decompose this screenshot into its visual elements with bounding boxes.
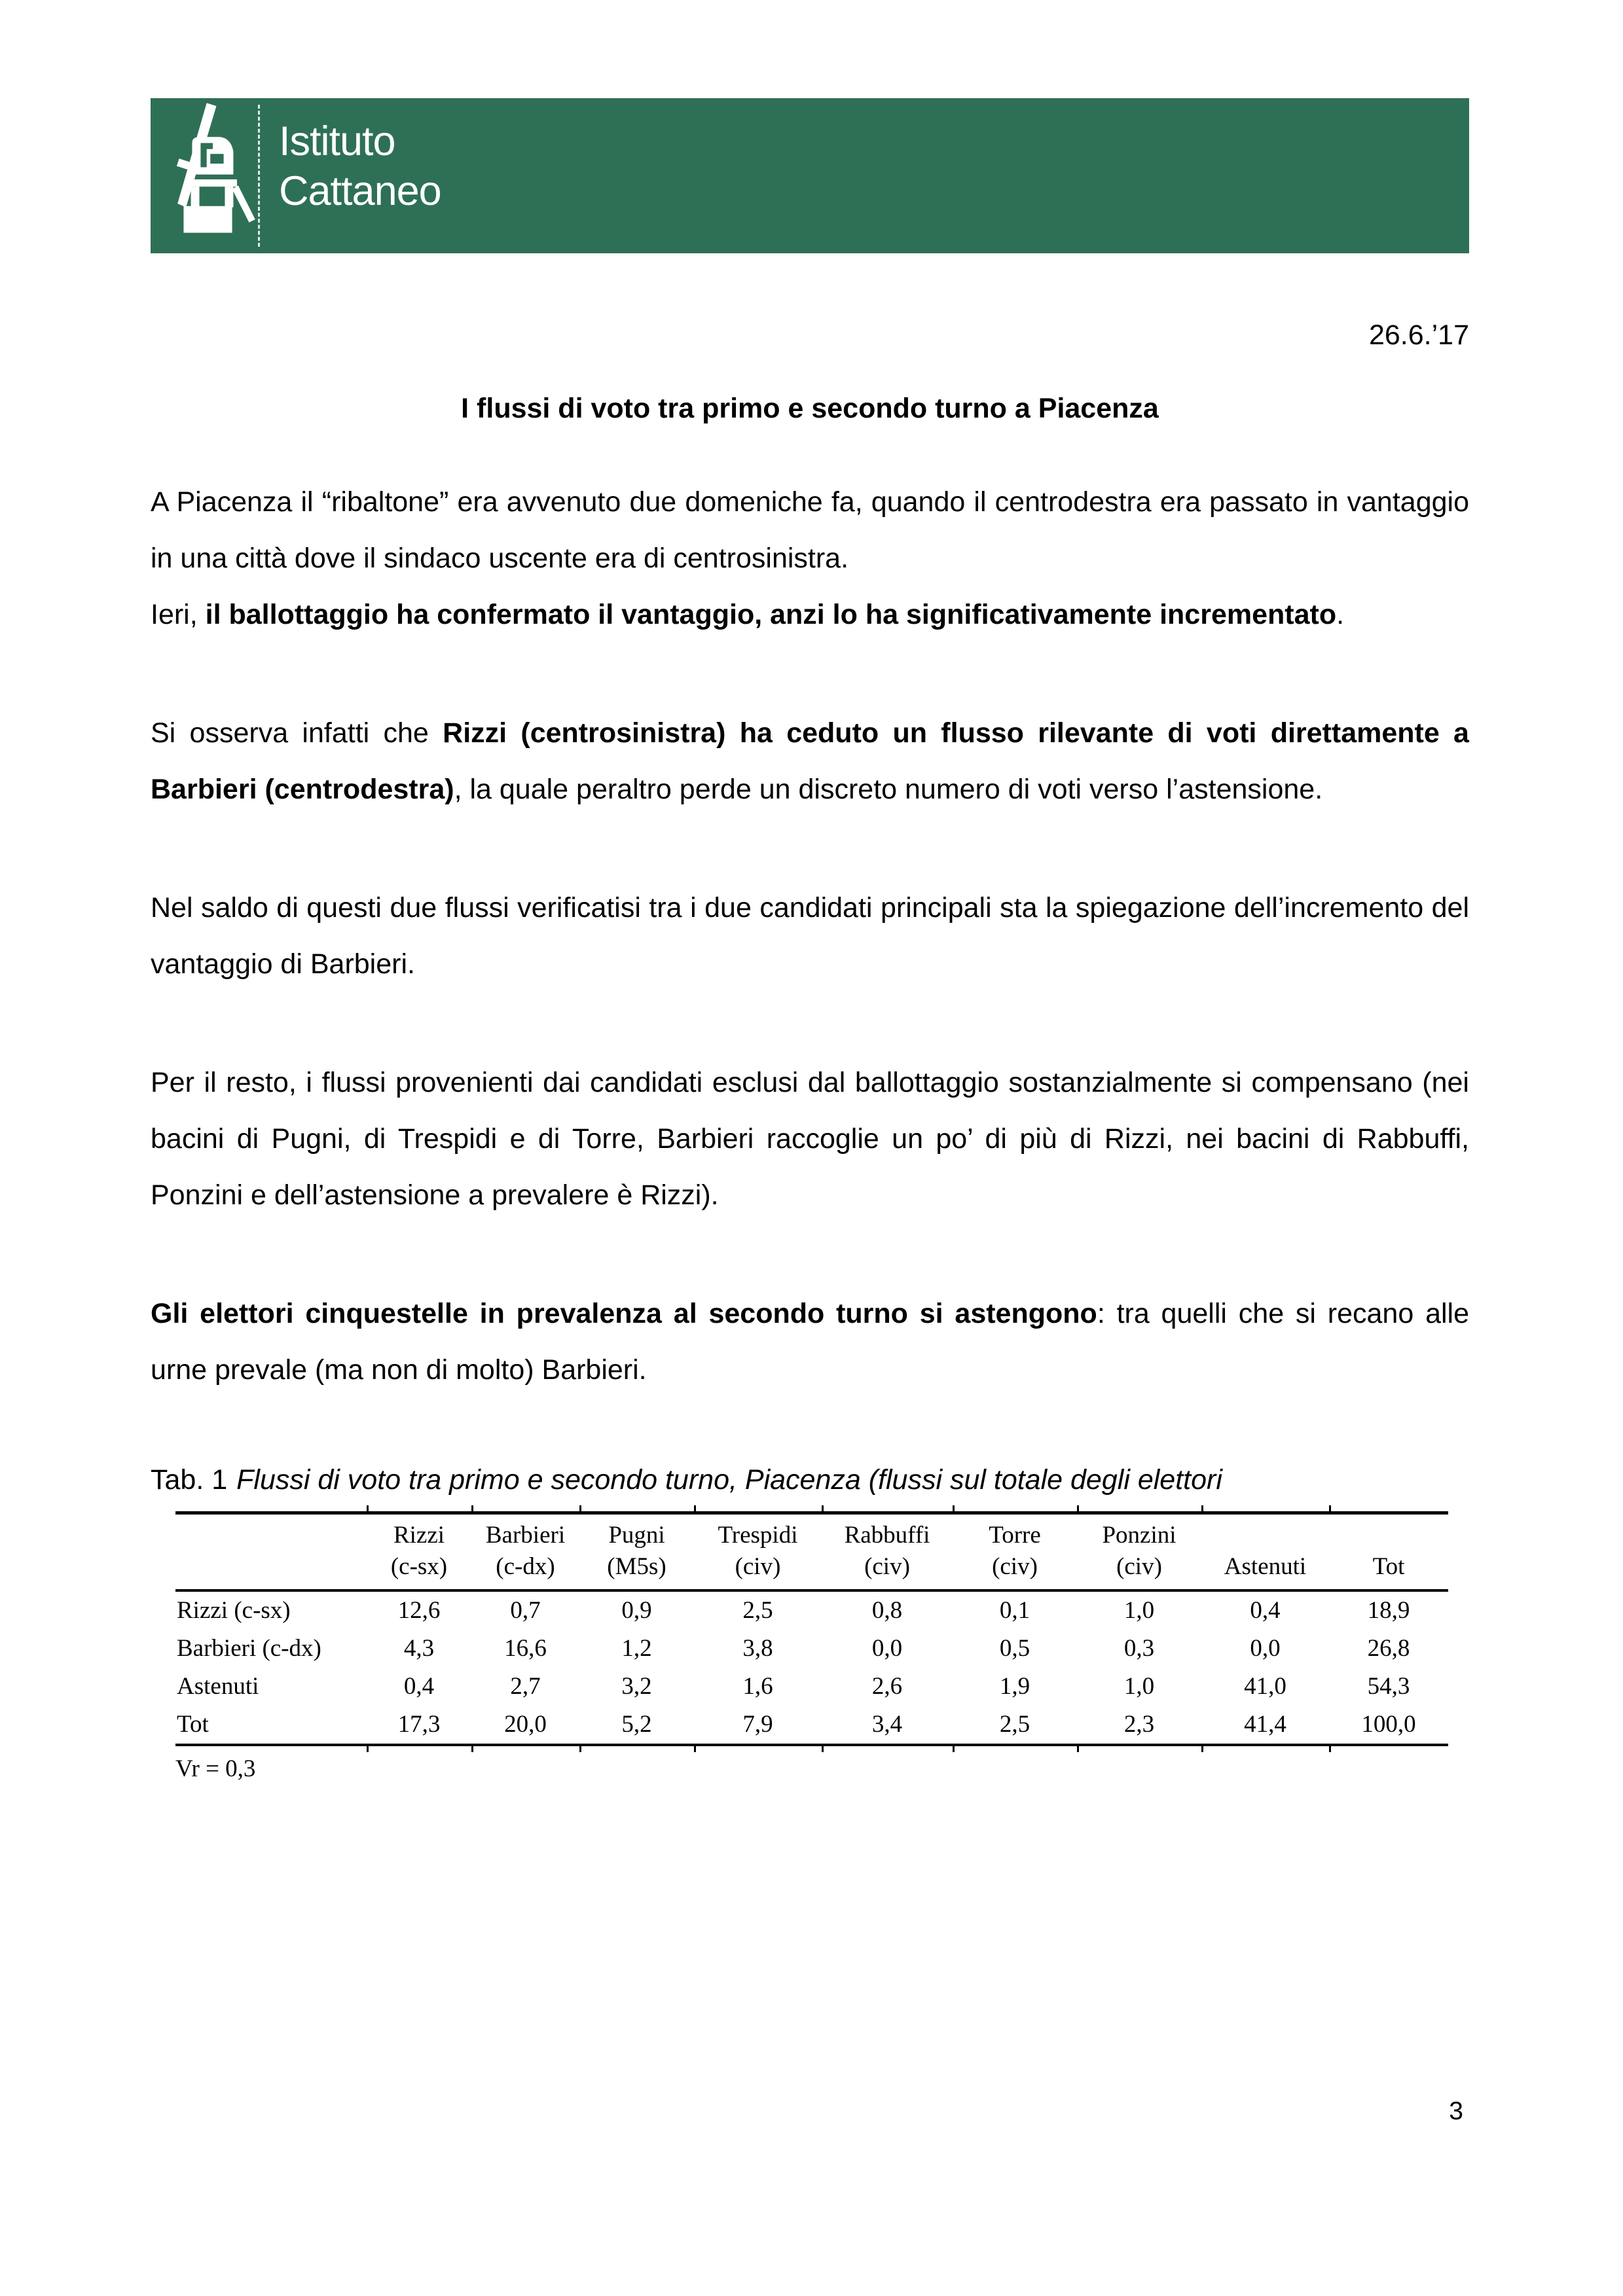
table-cell: 0,8 [871, 1597, 903, 1624]
table-row [175, 1590, 1448, 1630]
column-header: Torre (civ) [953, 1513, 1077, 1591]
column-tick [1077, 1745, 1079, 1752]
table-row [175, 1630, 1448, 1668]
table-cell: 3,2 [621, 1673, 652, 1700]
table-cell: 0,5 [999, 1635, 1030, 1662]
table-cell: 26,8 [1367, 1635, 1410, 1662]
paragraph-text: Nel saldo di questi due flussi verificatisi tra i due candidati principali sta la spiegazione dell’incremento del vantaggio di Barbieri. [151, 892, 1469, 980]
paragraph-text: . [1336, 599, 1345, 630]
paragraph-text: Si osserva infatti che [151, 717, 443, 749]
column-tick [471, 1505, 473, 1513]
table-cell: 0,7 [510, 1597, 541, 1624]
table-row [175, 1706, 1448, 1745]
table-cell: 2,3 [1077, 1706, 1201, 1745]
table-cell: 1,2 [621, 1635, 652, 1662]
paragraph-bold-text: Gli elettori cinquestelle in prevalenza al secondo turno si astengono [151, 1298, 1097, 1329]
table-cell: 41,0 [1244, 1673, 1286, 1700]
table-cell: 54,3 [1367, 1673, 1410, 1700]
table-cell: 4,3 [403, 1635, 435, 1662]
table-cell: 18,9 [1367, 1597, 1410, 1624]
institute-banner [151, 98, 1469, 253]
table-cell: 2,5 [953, 1706, 1077, 1745]
table-cell: 16,6 [504, 1635, 547, 1662]
page-title: I flussi di voto tra primo e secondo turno a Piacenza [461, 393, 1159, 424]
table-cell: 1,0 [1123, 1673, 1155, 1700]
column-tick [822, 1745, 824, 1752]
table-cell: 0,1 [999, 1597, 1030, 1624]
column-tick [953, 1505, 955, 1513]
column-tick [1201, 1745, 1203, 1752]
column-tick [953, 1745, 955, 1752]
column-tick [822, 1505, 824, 1513]
inkwell-quill-icon [155, 102, 270, 249]
table-cell: 0,9 [621, 1597, 652, 1624]
column-tick [1077, 1505, 1079, 1513]
paragraph-text: Per il resto, i flussi provenienti dai candidati esclusi dal ballottaggio sostanzialmente si compensano (nei bacini di Pugni, di Trespidi e di Torre, Barbieri raccoglie un po’ di più di Rizzi, nei bacini di Rabbuffi, Ponzini e dell’astensione a prevalere è Rizzi). [151, 1067, 1469, 1211]
column-tick [694, 1745, 696, 1752]
column-tick [694, 1505, 696, 1513]
table-cell: 0,0 [871, 1635, 903, 1662]
body-text [151, 474, 1469, 1398]
row-label: Tot [175, 1706, 367, 1745]
paragraph-text: A Piacenza il “ribaltone” era avvenuto due domeniche fa, quando il centrodestra era passato in vantaggio in una città dove il sindaco uscente era di centrosinistra. [151, 486, 1469, 574]
column-header: Tot [1329, 1513, 1448, 1591]
row-label: Rizzi (c-sx) [177, 1597, 291, 1624]
column-tick [367, 1505, 369, 1513]
column-header: Barbieri (c-dx) [471, 1513, 579, 1591]
paragraph [151, 1054, 1469, 1223]
table-header-row [175, 1513, 1448, 1591]
table-cell: 0,4 [1250, 1597, 1281, 1624]
column-tick [1329, 1745, 1331, 1752]
flows-table-wrap [175, 1511, 1448, 1746]
table-cell: 5,2 [579, 1706, 694, 1745]
table-cell: 17,3 [367, 1706, 471, 1745]
table-caption [151, 1460, 1469, 1499]
column-header: Rabbuffi (civ) [822, 1513, 953, 1591]
column-tick [1329, 1505, 1331, 1513]
institute-name [279, 117, 441, 216]
paragraph [151, 705, 1469, 817]
column-header: Rizzi (c-sx) [367, 1513, 471, 1591]
table-footnote: Vr = 0,3 [175, 1755, 256, 1782]
column-header: Trespidi (civ) [694, 1513, 822, 1591]
table-cell: 1,6 [742, 1673, 773, 1700]
column-header: Ponzini (civ) [1077, 1513, 1201, 1591]
table-cell: 1,9 [999, 1673, 1030, 1700]
column-header-empty [175, 1513, 367, 1591]
table-caption-text: Flussi di voto tra primo e secondo turno, Piacenza (flussi sul totale degli elettori [236, 1464, 1222, 1496]
column-tick [1201, 1505, 1203, 1513]
table-cell: 100,0 [1329, 1706, 1448, 1745]
page-number: 3 [1449, 2097, 1463, 2125]
paragraph [151, 474, 1469, 643]
paragraph-text: Ieri, [151, 599, 206, 630]
table-cell: 1,0 [1123, 1597, 1155, 1624]
column-header: Pugni (M5s) [579, 1513, 694, 1591]
table-row [175, 1668, 1448, 1706]
column-tick [579, 1505, 581, 1513]
paragraph-text: : tra quelli che si recano alle urne prevale (ma non di molto) Barbieri. [151, 1298, 1470, 1386]
row-label: Astenuti [177, 1673, 259, 1700]
paragraph-bold-text: il ballottaggio ha confermato il vantaggio, anzi lo ha significativamente incrementato [205, 599, 1337, 630]
table-cell: 2,7 [510, 1673, 541, 1700]
column-tick [471, 1745, 473, 1752]
table-cell: 3,4 [822, 1706, 953, 1745]
table-cell: 41,4 [1201, 1706, 1329, 1745]
column-tick [579, 1745, 581, 1752]
paragraph [151, 1285, 1469, 1398]
table-cell: 20,0 [471, 1706, 579, 1745]
table-cell: 3,8 [742, 1635, 773, 1662]
column-header: Astenuti [1201, 1513, 1329, 1591]
page-content [151, 0, 1469, 1785]
table-caption-label: Tab. 1 [151, 1464, 228, 1496]
table-cell: 2,5 [742, 1597, 773, 1624]
table-cell: 0,0 [1250, 1635, 1281, 1662]
column-tick [367, 1745, 369, 1752]
banner-divider [258, 105, 260, 247]
paragraph [151, 880, 1469, 992]
paragraph-text: , la quale peraltro perde un discreto numero di voti verso l’astensione. [454, 774, 1323, 805]
row-label: Barbieri (c-dx) [177, 1635, 321, 1662]
table-cell: 0,3 [1123, 1635, 1155, 1662]
table-cell: 2,6 [871, 1673, 903, 1700]
table-cell: 12,6 [397, 1597, 441, 1624]
flows-table [175, 1511, 1448, 1746]
institute-name-line1: Istituto [279, 118, 395, 164]
document-date: 26.6.’17 [1368, 319, 1469, 351]
institute-name-line2: Cattaneo [279, 168, 441, 214]
table-cell: 0,4 [403, 1673, 435, 1700]
table-cell: 7,9 [694, 1706, 822, 1745]
paragraph-bold-text: Rizzi (centrosinistra) ha ceduto un flusso rilevante di voti direttamente a Barbieri (centrodestra) [151, 717, 1469, 805]
